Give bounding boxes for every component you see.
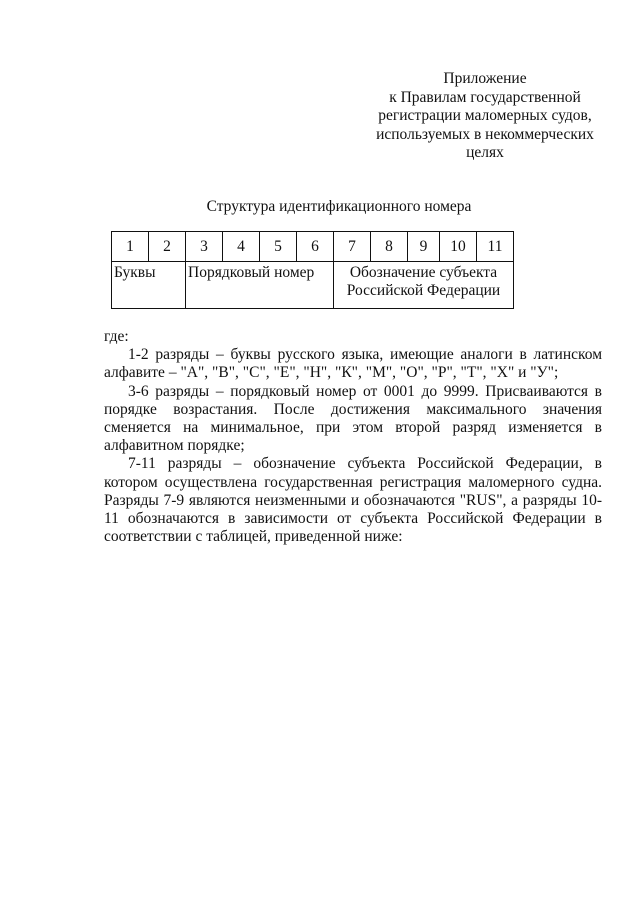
- id-number-structure-table: [111, 231, 514, 309]
- appendix-line-3: регистрации маломерных судов,: [378, 107, 592, 124]
- paragraph-digits-3-6: 3-6 разряды – порядковый номер от 0001 до 9999. Присваиваются в порядке возрастания. После достижения максимального значения сменяется на минимальное, при этом второй разряд изменяется в алфавитном порядке;: [104, 382, 602, 455]
- structure-title: Структура идентификационного номера: [206, 198, 472, 215]
- digit-cell-11: 11: [477, 232, 514, 262]
- appendix-line-4: используемых в некоммерческих: [376, 125, 594, 143]
- where-label: где:: [104, 328, 129, 345]
- paragraph-digits-7-11: 7-11 разряды – обозначение субъекта Российской Федерации, в котором осуществлена государственная регистрация маломерного судна. Разряды 7-9 являются неизменными и обозначаются "RUS", а разряды 10-11 обозначаются в зависимости от субъекта Российской Федерации в соответствии с таблицей, приведенной ниже:: [104, 455, 602, 546]
- digit-cell-6: 6: [297, 232, 334, 262]
- digit-cell-4: 4: [223, 232, 260, 262]
- serial-group-cell: Порядковый номер: [186, 262, 334, 309]
- group-row: [112, 262, 514, 309]
- digit-cell-3: 3: [186, 232, 223, 262]
- appendix-line-2: к Правилам государственной: [389, 88, 581, 106]
- digit-cell-1: 1: [112, 232, 149, 262]
- region-group-line-1: Обозначение субъекта: [349, 264, 498, 281]
- digit-cell-8: 8: [371, 232, 408, 262]
- appendix-line-5: целях: [466, 144, 504, 161]
- appendix-line-1: Приложение: [443, 70, 527, 87]
- digit-cell-7: 7: [334, 232, 371, 262]
- digit-cell-5: 5: [260, 232, 297, 262]
- region-group-cell: [334, 262, 514, 309]
- explanation-text: [104, 328, 602, 546]
- region-group-line-2: Российской Федерации: [346, 282, 501, 299]
- digit-cell-9: 9: [408, 232, 440, 262]
- digit-row: [112, 232, 514, 262]
- digit-cell-10: 10: [440, 232, 477, 262]
- digit-cell-2: 2: [149, 232, 186, 262]
- paragraph-digits-1-2: 1-2 разряды – буквы русского языка, имеющие аналоги в латинском алфавите – "А", "В", "С", "Е", "Н", "К", "М", "О", "Р", "Т", "Х" и "У";: [104, 346, 602, 382]
- letters-group-cell: Буквы: [112, 262, 186, 309]
- appendix-header: [350, 70, 620, 163]
